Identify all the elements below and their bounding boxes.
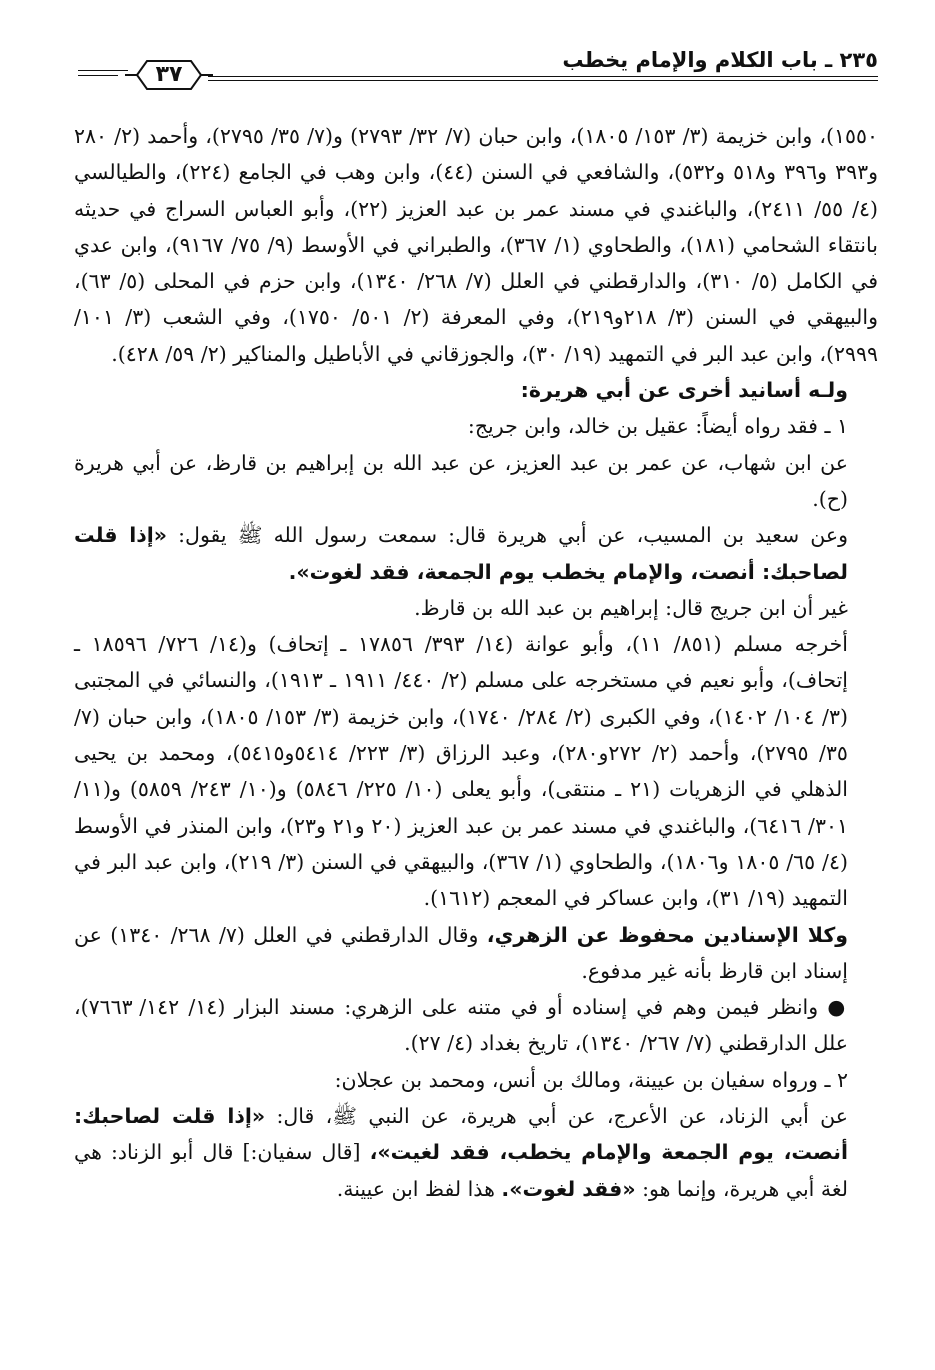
- header-rule: [208, 80, 878, 81]
- citation-paragraph: ١٥٥٠)، وابن خزيمة (٣/ ١٥٣/ ١٨٠٥)، وابن حبان (٧/ ٣٢/ ٢٧٩٣) و(٧/ ٣٥/ ٢٧٩٥)، وأحمد (٢/ ٢٨٠ و٣٩٣ و٣٩٦ و٥١٨ و٥٣٢)، والشافعي في السنن (٤٤)، وابن وهب في الجامع (٢٢٤)، والطيالسي (٤/ ٥٥/ ٢٤١١)، والباغندي في مسند عمر بن عبد العزيز (٢٢)، وأبو العباس السراج في حديثه بانتقاء الشحامي (١٨١)، والطحاوي (١/ ٣٦٧)، والطبراني في الأوسط (٩/ ٧٥/ ٩١٦٧)، وابن عدي في الكامل (٥/ ٣١٠)، والدارقطني في العلل (٧/ ٢٦٨/ ١٣٤٠)، وابن حزم في المحلى (٥/ ٦٣)، والبيهقي في السنن (٣/ ٢١٨و٢١٩)، وفي المعرفة (٢/ ٥٠١/ ١٧٥٠)، وفي الشعب (٣/ ١٠١/ ٢٩٩٩)، وابن عبد البر في التمهيد (١٩/ ٣٠)، والجوزقاني في الأباطيل والمناكير (٢/ ٥٩/ ٤٢٨).: [74, 124, 879, 366]
- header-rule: [208, 76, 878, 77]
- hadith-text: «إذا قلت لصاحبك: أنصت، يوم الجمعة والإمام يخطب، فقد لغيت»،: [74, 1104, 848, 1165]
- hadith-wording-note: هذا لفظ ابن عيينة.: [336, 1176, 495, 1201]
- bullet-paragraph: ● وانظر فيمن وهم في إسناده أو في متنه على الزهري: مسند البزار (١٤/ ١٤٢/ ٧٦٦٣)، علل الدارقطني (٧/ ٢٦٧/ ١٣٤٠)، تاريخ بغداد (٤/ ٢٧).: [74, 995, 848, 1056]
- hadith-intro: عن أبي الزناد، عن الأعرج، عن أبي هريرة، عن النبي ﷺ، قال:: [276, 1104, 848, 1129]
- hadith-correction: «فقد لغوت».: [501, 1176, 636, 1201]
- main-text: [74, 118, 878, 1207]
- verdict-bold: وكلا الإسنادين محفوظ عن الزهري،: [486, 922, 848, 947]
- page-number-badge: [123, 55, 215, 95]
- running-title: ٢٣٥ ـ باب الكلام والإمام يخطب: [562, 48, 878, 72]
- hadith-paragraph: [74, 517, 878, 590]
- citation-paragraph: أخرجه مسلم (٨٥١/ ١١)، وأبو عوانة (١٤/ ٣٩٣/ ١٧٨٥٦ ـ إتحاف) و(١٤/ ٧٢٦/ ١٨٥٩٦ ـ إتحاف)، وأبو نعيم في مستخرجه على مسلم (٢/ ٤٤٠/ ١٩١١ ـ ١٩١٣)، والنسائي في المجتبى (٣/ ١٠٤/ ١٤٠٢)، وفي الكبرى (٢/ ٢٨٤/ ١٧٤٠)، وابن خزيمة (٣/ ١٥٣/ ١٨٠٥)، وابن حبان (٧/ ٣٥/ ٢٧٩٥)، وأحمد (٢/ ٢٧٢و٢٨٠)، وعبد الرزاق (٣/ ٢٢٣/ ٥٤١٤و٥٤١٥)، ومحمد بن يحيى الذهلي في الزهريات (٢١ ـ منتقى)، وأبو يعلى (١٠/ ٢٢٥/ ٥٨٤٦) و(١٠/ ٢٤٣/ ٥٨٥٩) و(١١/ ٣٠١/ ٦٤١٦)، والباغندي في مسند عمر بن عبد العزيز (٢٠ و٢١ و٢٣)، وابن المنذر في الأوسط (٤/ ٦٥/ ١٨٠٥ و١٨٠٦)، والطحاوي (١/ ٣٦٧)، والبيهقي في السنن (٣/ ٢١٩)، وابن عبد البر في التمهيد (١٩/ ٣١)، وابن عساكر في المعجم (١٦١٢).: [74, 632, 849, 911]
- verdict-rest: وقال الدارقطني في العلل (٧/ ٢٦٨/ ١٣٤٠) عن إسناد ابن قارظ بأنه غير مدفوع.: [74, 922, 848, 983]
- verdict-paragraph: [74, 917, 878, 990]
- note-paragraph: غير أن ابن جريج قال: إبراهيم بن عبد الله بن قارظ.: [414, 595, 848, 620]
- header-rule: [78, 75, 118, 76]
- hadith-paragraph: [74, 1098, 878, 1207]
- chain-paragraph: عن ابن شهاب، عن عمر بن عبد العزيز، عن عبد الله بن إبراهيم بن قارظ، عن أبي هريرة (ح).: [74, 450, 848, 511]
- hadith-intro: وعن سعيد بن المسيب، عن أبي هريرة قال: سمعت رسول الله ﷺ يقول:: [178, 523, 848, 548]
- hadith-note: [قال سفيان:] قال أبو الزناد: هي لغة أبي هريرة، وإنما هو:: [74, 1140, 848, 1201]
- chain-intro: ١ ـ فقد رواه أيضاً: عقيل بن خالد، وابن جريج:: [467, 414, 848, 439]
- section-heading: ولـه أسانيد أخرى عن أبي هريرة:: [520, 378, 848, 403]
- page-header: [78, 42, 878, 102]
- page-number: ٣٧: [155, 62, 183, 87]
- hadith-text: «إذا قلت لصاحبك: أنصت، والإمام يخطب يوم الجمعة، فقد لغوت».: [74, 523, 848, 584]
- chain-intro: ٢ ـ ورواه سفيان بن عيينة، ومالك بن أنس، ومحمد بن عجلان:: [334, 1067, 848, 1092]
- header-rule: [78, 70, 128, 71]
